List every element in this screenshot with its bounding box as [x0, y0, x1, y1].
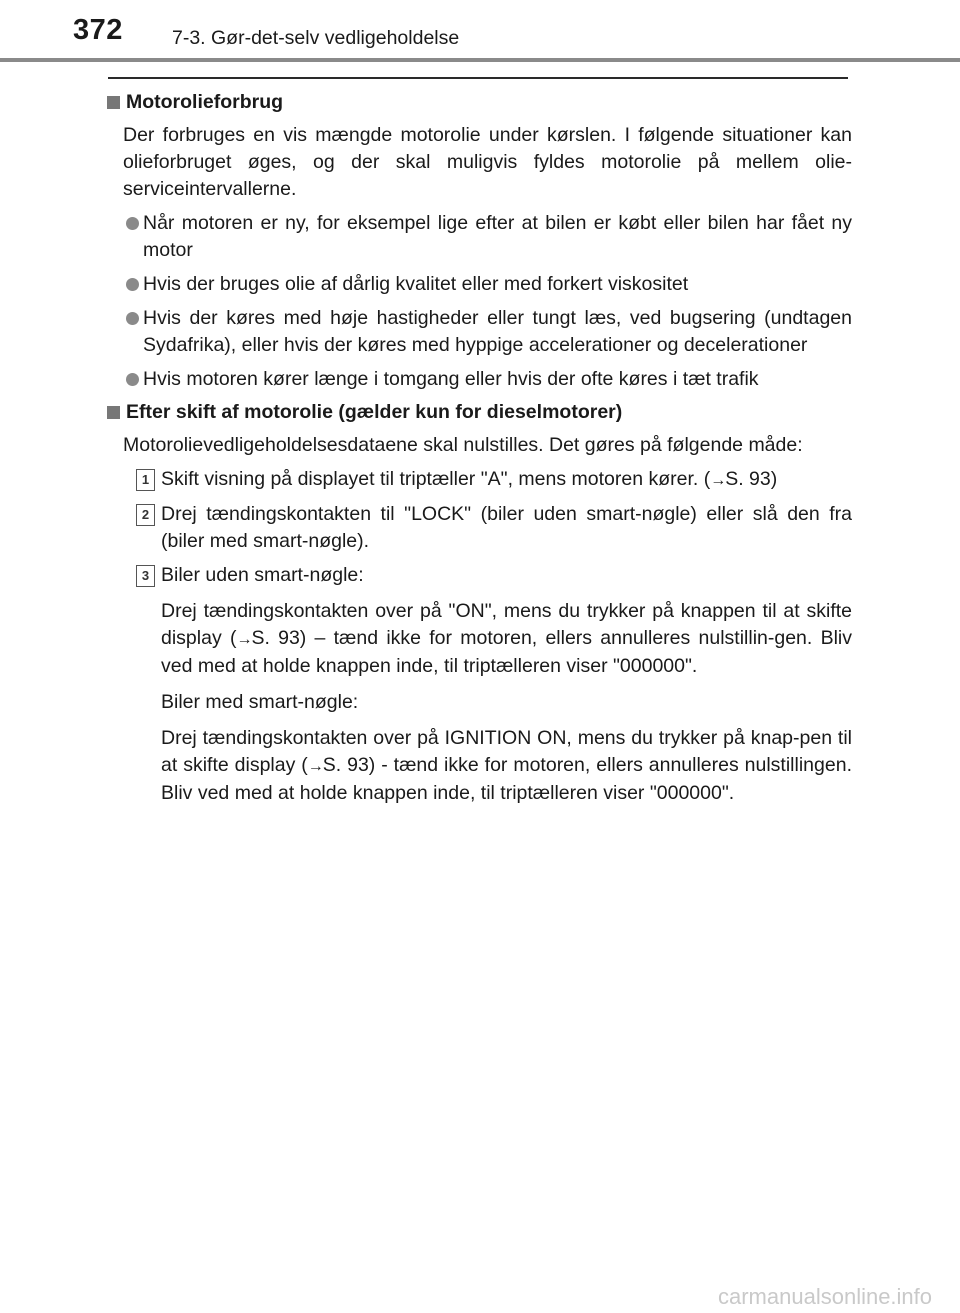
- list-item-text: Når motoren er ny, for eksempel lige efter at bilen er købt eller bilen har fået ny motor: [143, 212, 852, 261]
- chapter-title: 7-3. Gør-det-selv vedligeholdelse: [172, 27, 460, 49]
- step-detail-text: S. 93) – tænd ikke for motoren, ellers annulleres nulstillin-gen. Bliv ved med at holde knappen inde, til triptælleren viser "000000".: [161, 627, 852, 677]
- step-text: Skift visning på displayet til triptæller "A", mens motoren kører. (: [161, 468, 711, 490]
- step-detail: [161, 725, 852, 807]
- page-reference: S. 93): [725, 468, 778, 490]
- round-bullet-icon: [126, 217, 139, 230]
- step-number-badge: 1: [136, 469, 155, 491]
- page-number: 372: [73, 14, 123, 46]
- list-item-text: Hvis der bruges olie af dårlig kvalitet eller med forkert viskositet: [143, 273, 689, 295]
- list-item-text: Hvis der køres med høje hastigheder eller tungt læs, ved bugsering (undtagen Sydafrika), eller hvis der køres med hyppige accelerationer og decelerationer: [143, 307, 852, 356]
- list-item-text: Hvis motoren kører længe i tomgang eller hvis der ofte køres i tæt trafik: [143, 368, 759, 390]
- step-number-badge: 3: [136, 565, 155, 587]
- step-text: Drej tændingskontakten til "LOCK" (biler uden smart-nøgle) eller slå den fra (biler med smart-nøgle).: [161, 503, 852, 552]
- page-header: [0, 0, 960, 62]
- step-number-badge: 2: [136, 504, 155, 526]
- list-item: [106, 210, 852, 264]
- round-bullet-icon: [126, 373, 139, 386]
- step-detail-text: S. 93) - tænd ikke for motoren, ellers annulleres nulstillingen. Bliv ved med at holde knappen inde, til triptælleren viser "000000".: [161, 754, 852, 804]
- header-rule: [0, 58, 960, 62]
- step-subheading: Biler med smart-nøgle:: [161, 691, 359, 713]
- round-bullet-icon: [126, 278, 139, 291]
- step-text: Biler uden smart-nøgle:: [161, 564, 364, 586]
- page-content: [106, 89, 852, 807]
- watermark: carmanualsonline.info: [718, 1284, 933, 1309]
- list-item: [106, 305, 852, 359]
- square-bullet-icon: [107, 406, 120, 419]
- section-heading-text: Efter skift af motorolie (gælder kun for dieselmotorer): [126, 401, 623, 423]
- section-heading: [106, 399, 852, 426]
- square-bullet-icon: [107, 96, 120, 109]
- step-item: [106, 466, 852, 494]
- step-detail: [161, 598, 852, 680]
- step-detail-text: Drej tændingskontakten over på IGNITION ON, mens du trykker på knap-pen til at skifte display (: [161, 727, 852, 776]
- round-bullet-icon: [126, 312, 139, 325]
- section-divider: [108, 77, 848, 79]
- arrow-right-icon: →: [236, 631, 252, 648]
- list-item: [106, 366, 852, 393]
- arrow-right-icon: →: [307, 758, 323, 775]
- section-heading-text: Motorolieforbrug: [126, 91, 284, 113]
- section-intro: Motorolievedligeholdelsesdataene skal nulstilles. Det gøres på følgende måde:: [123, 434, 803, 456]
- arrow-right-icon: →: [710, 472, 726, 489]
- section-heading: [106, 89, 852, 116]
- list-item: [106, 271, 852, 298]
- step-item: [106, 562, 852, 589]
- section-intro: Der forbruges en vis mængde motorolie under kørslen. I følgende situationer kan olieforbruget øges, og der skal muligvis fyldes motorolie på mellem olie-serviceintervallerne.: [123, 124, 852, 200]
- step-item: [106, 501, 852, 555]
- step-detail-text: Drej tændingskontakten over på "ON", mens du trykker på knappen til at skifte display (: [161, 600, 852, 649]
